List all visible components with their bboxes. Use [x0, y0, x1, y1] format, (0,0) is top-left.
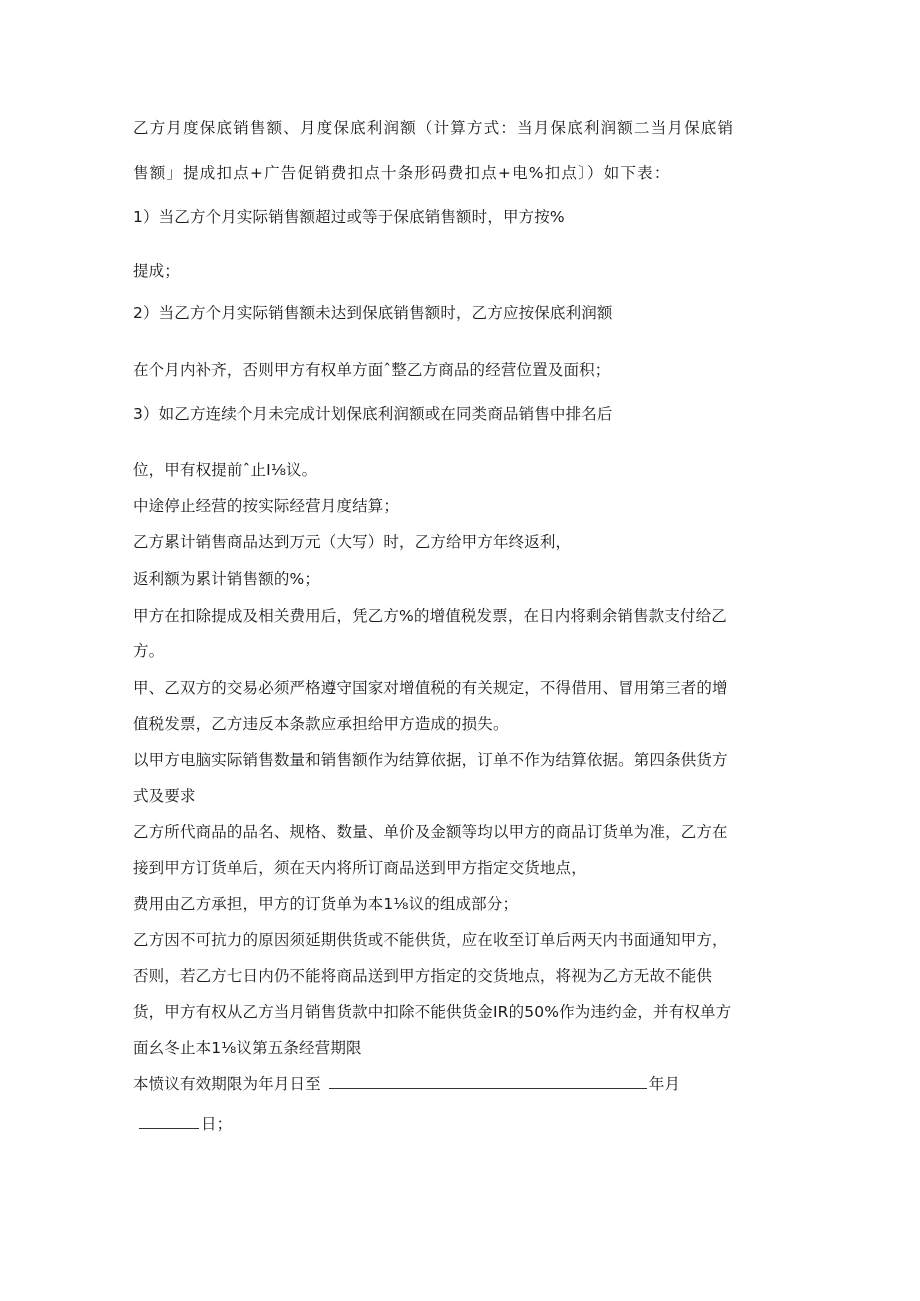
text-line-6: 在个月内补齐，否则甲方有权单方面ˆ整乙方商品的经营位置及面积；	[133, 361, 611, 379]
text-line-7: 3）如乙方连续个月未完成计划保底利润额或在同类商品销售中排名后	[133, 405, 613, 423]
text-line-12: 甲方在扣除提成及相关费用后，凭乙方%的增值税发票，在日内将剩余销售款支付给乙	[133, 607, 727, 625]
day-line	[139, 1114, 232, 1134]
text-line-22: 否则，若乙方七日内仍不能将商品送到甲方指定的交货地点，将视为乙方无故不能供	[133, 967, 713, 985]
text-line-20: 费用由乙方承担，甲方的订货单为本1⅛议的组成部分；	[133, 895, 519, 913]
text-line-2: 售额」提成扣点+广告促销费扣点十条形码费扣点+电%扣点〕）如下表：	[133, 164, 671, 182]
text-line-24: 面幺冬止本1⅛议第五条经营期限	[133, 1039, 362, 1057]
text-line-18: 乙方所代商品的品名、规格、数量、单价及金额等均以甲方的商品订货单为准，乙方在	[133, 823, 728, 841]
term-suffix: 年月	[648, 1075, 681, 1093]
text-line-3: 1）当乙方个月实际销售额超过或等于保底销售额时，甲方按%	[133, 208, 565, 226]
text-line-10: 乙方累计销售商品达到万元（大写）时，乙方给甲方年终返利，	[133, 533, 572, 551]
term-line	[133, 1074, 680, 1094]
text-line-21: 乙方因不可抗力的原因须延期供货或不能供货，应在收至订单后两天内书面通知甲方，	[133, 931, 728, 949]
text-line-1: 乙方月度保底销售额、月度保底利润额（计算方式：当月保底利润额二当月保底销	[133, 119, 735, 137]
day-blank	[139, 1114, 199, 1129]
text-line-8: 位，甲有权提前ˆ止I⅛议。	[133, 461, 318, 479]
text-line-17: 式及要求	[133, 787, 196, 805]
text-line-11: 返利额为累计销售额的%；	[133, 570, 321, 588]
text-line-9: 中途停止经营的按实际经营月度结算；	[133, 497, 400, 515]
text-line-19: 接到甲方订货单后，须在天内将所订商品送到甲方指定交货地点，	[133, 859, 587, 877]
text-line-4: 提成；	[133, 262, 180, 280]
term-end-date-blank	[329, 1074, 647, 1089]
day-suffix: 日；	[201, 1115, 233, 1133]
term-prefix: 本愤议有效期限为年月日至	[133, 1075, 321, 1093]
text-line-15: 值税发票，乙方违反本条款应承担给甲方造成的损失。	[133, 715, 509, 733]
text-line-13: 方。	[133, 642, 165, 660]
text-line-5: 2）当乙方个月实际销售额未达到保底销售额时，乙方应按保底利润额	[133, 304, 613, 322]
text-line-16: 以甲方电脑实际销售数量和销售额作为结算依据，订单不作为结算依据。第四条供货方	[133, 751, 728, 769]
text-line-14: 甲、乙双方的交易必须严格遵守国家对增值税的有关规定，不得借用、冒用第三者的增	[133, 679, 728, 697]
text-line-23: 货，甲方有权从乙方当月销售货款中扣除不能供货金IR的50%作为违约金，并有权单方	[133, 1003, 732, 1021]
